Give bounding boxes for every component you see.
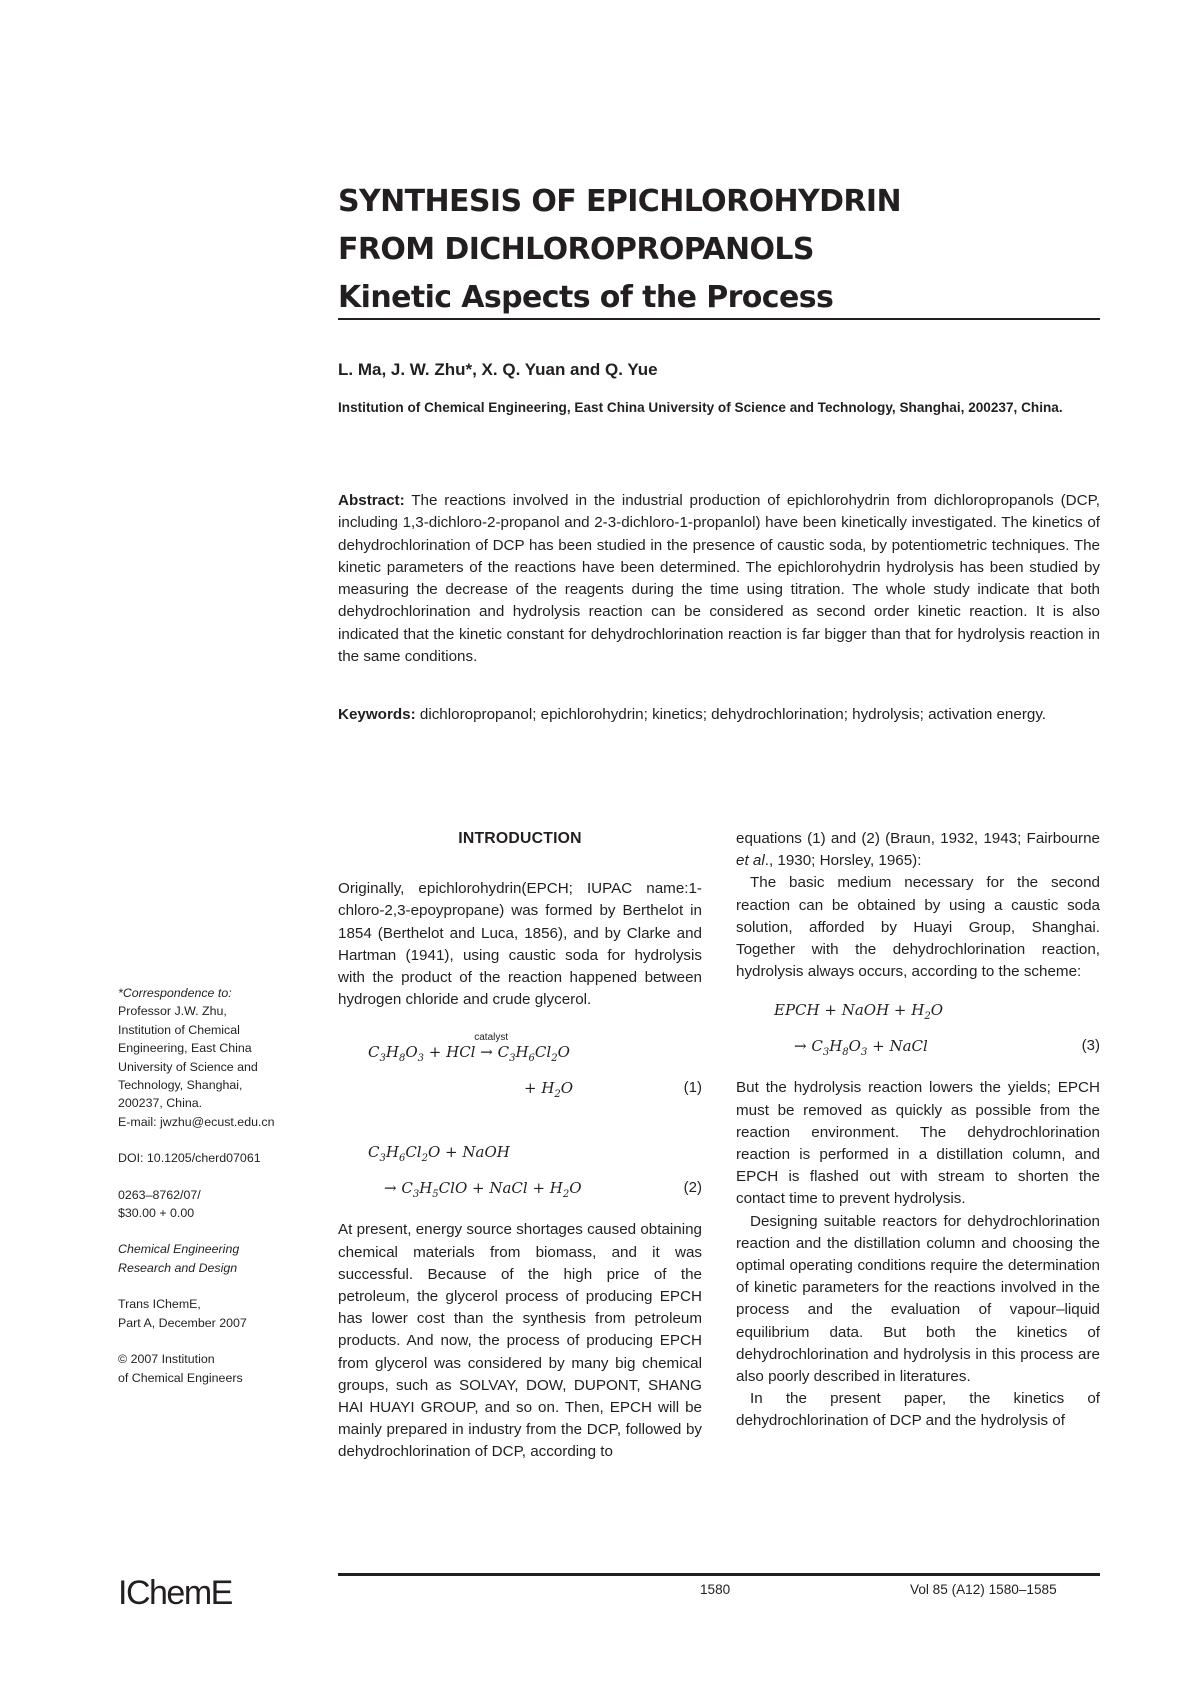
paragraph: The basic medium necessary for the second reaction can be obtained by using a caustic soda solution, afforded by Huayi Group, Shanghai. Together with the dehydrochlorination reaction, hydrolysis always occurs, according to the scheme: — [736, 874, 1100, 981]
body-column-right — [736, 828, 1100, 1433]
title-line-2: FROM DICHLOROPROPANOLS — [338, 232, 814, 267]
keywords-label: Keywords: — [338, 706, 416, 723]
equation-number: (2) — [683, 1179, 702, 1197]
correspondence-block — [118, 984, 328, 1131]
section-heading-introduction: INTRODUCTION — [458, 830, 582, 847]
paragraph — [736, 828, 1100, 872]
equation-1-cont: + $H_2O$ (1) — [524, 1079, 702, 1101]
equation-number: (3) — [1081, 1037, 1100, 1055]
title-line-3: Kinetic Aspects of the Process — [338, 280, 834, 315]
correspondence-line: Technology, Shanghai, — [118, 1078, 243, 1093]
body-column-left — [338, 828, 702, 1464]
equation-3-cont: → $C_3H_8O_3$ + NaCl (3) — [794, 1037, 1100, 1059]
keywords — [338, 704, 1100, 726]
equation-3: EPCH + NaOH + $H_2O$ — [774, 1001, 944, 1023]
copyright-line: of Chemical Engineers — [118, 1370, 243, 1385]
text-run: et al — [736, 852, 765, 870]
trans-info — [118, 1295, 328, 1332]
journal-name-line: Research and Design — [118, 1260, 238, 1275]
correspondence-label: *Correspondence to: — [118, 986, 232, 1000]
correspondence-line: University of Science and — [118, 1059, 258, 1074]
equation-1: $C_3H_8O_3$ + HCl catalyst → $C_3H_6Cl_2O$ — [338, 1041, 702, 1077]
affiliation: Institution of Chemical Engineering, East China University of Science and Technology, Shanghai, 200237, China. — [338, 400, 1063, 415]
abstract-label: Abstract: — [338, 492, 405, 509]
paragraph: Designing suitable reactors for dehydrochlorination reaction and the distillation column and choosing the optimal operating conditions require the determination of kinetic parameters for the reactions involved in the process and the evaluation of vapour–liquid equilibrium data. But both the kinetics of dehydrochlorination and hydrolysis in this process are also poorly described in literatures. — [736, 1212, 1100, 1386]
trans-line: Part A, December 2007 — [118, 1315, 247, 1330]
icheme-logo: IChemE — [118, 1574, 232, 1612]
page-number: 1580 — [700, 1582, 731, 1597]
correspondence-line: Professor J.W. Zhu, — [118, 1004, 227, 1019]
text-run: ., 1930; Horsley, 1965): — [764, 852, 922, 870]
text-run: equations (1) and (2) (Braun, 1932, 1943; Fairbourne — [736, 830, 1100, 847]
catalyst-label: catalyst — [474, 1032, 509, 1044]
journal-name-line: Chemical Engineering — [118, 1242, 240, 1257]
abstract — [338, 490, 1100, 668]
copyright — [118, 1350, 328, 1387]
correspondence-line: Engineering, East China — [118, 1041, 252, 1056]
doi[interactable]: DOI: 10.1205/cherd07061 — [118, 1151, 261, 1166]
issn: 0263–8762/07/ — [118, 1187, 201, 1202]
trans-line: Trans IChemE, — [118, 1297, 201, 1312]
equation-number: (1) — [683, 1079, 702, 1097]
footer-divider — [338, 1573, 1100, 1576]
paragraph: Originally, epichlorohydrin(EPCH; IUPAC name:1-chloro-2,3-epoypropane) was formed by Berthelot in 1854 (Berthelot and Luca, 1856), and by Clarke and Hartman (1941), using caustic soda for hydrolysis with the product of the reaction happened between hydrogen chloride and crude glycerol. — [338, 880, 702, 1009]
abstract-text: The reactions involved in the industrial production of epichlorohydrin from dichloropropanols (DCP, including 1,3-dichloro-2-propanol and 2-3-dichloro-1-propanlol) have been kinetically investigated. The kinetics of dehydrochlorination of DCP has been studied in the presence of caustic soda, by potentiometric techniques. The kinetic parameters of the reactions have been determined. The epichlorohydrin hydrolysis has been studied by measuring the decrease of the reagents during the time using titration. The whole study indicate that both dehydrochlorination and hydrolysis reaction can be considered as second order kinetic reaction. It is also indicated that the kinetic constant for dehydrochlorination reaction is far bigger than that for hydrolysis reaction in the same conditions. — [338, 492, 1100, 666]
authors: L. Ma, J. W. Zhu*, X. Q. Yuan and Q. Yue — [338, 360, 658, 379]
paragraph: But the hydrolysis reaction lowers the yields; EPCH must be removed as quickly as possible from the reaction environment. The dehydrochlorination reaction is performed in a distillation column, and EPCH is flashed out with stream to shorten the contact time to prevent hydrolysis. — [736, 1079, 1100, 1208]
copyright-line: © 2007 Institution — [118, 1352, 215, 1367]
price: $30.00 + 0.00 — [118, 1206, 195, 1221]
journal-name — [118, 1240, 328, 1277]
volume-info: Vol 85 (A12) 1580–1585 — [910, 1582, 1057, 1597]
correspondence-line: 200237, China. — [118, 1096, 203, 1111]
paragraph: At present, energy source shortages caused obtaining chemical materials from biomass, and it was successful. Because of the high price of the petroleum, the glycerol process of producing EPCH has lower cost than the synthesis from petroleum products. And now, the process of producing EPCH from glycerol was considered by many big chemical groups, such as SOLVAY, DOW, DUPONT, SHANG HAI HUAYI GROUP, and so on. Then, EPCH will be mainly prepared in industry from the DCP, followed by dehydrochlorination of DCP, according to — [338, 1221, 702, 1461]
correspondence-email[interactable]: E-mail: jwzhu@ecust.edu.cn — [118, 1114, 275, 1129]
title-line-1: SYNTHESIS OF EPICHLOROHYDRIN — [338, 184, 901, 219]
equation-2: $C_3H_6Cl_2O$ + NaOH — [368, 1143, 510, 1165]
equation-2-cont: → $C_3H_5ClO$ + NaCl + $H_2O$ (2) — [384, 1179, 702, 1201]
issn-block — [118, 1186, 328, 1223]
sidebar-info — [118, 984, 328, 1405]
title-divider — [338, 318, 1100, 320]
keywords-text: dichloropropanol; epichlorohydrin; kinetics; dehydrochlorination; hydrolysis; activation energy. — [419, 706, 1047, 723]
paragraph: In the present paper, the kinetics of dehydrochlorination of DCP and the hydrolysis of — [736, 1390, 1100, 1430]
paper-title — [338, 178, 1098, 322]
correspondence-line: Institution of Chemical — [118, 1022, 240, 1037]
